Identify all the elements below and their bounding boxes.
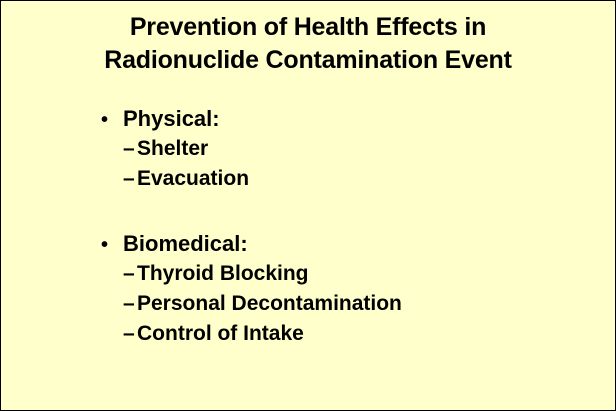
- slide-title-line-2: Radionuclide Contamination Event: [104, 46, 512, 74]
- slide-title: [1, 1, 615, 77]
- bullet-dash-icon: –: [123, 321, 135, 345]
- bullet-item-control-of-intake: [101, 319, 615, 349]
- bullet-item-label: Control of Intake: [137, 321, 304, 345]
- bullet-item-label: Evacuation: [137, 167, 250, 191]
- bullet-group-biomedical: [101, 228, 615, 349]
- slide-title-line-1: Prevention of Health Effects in: [129, 13, 487, 41]
- bullet-dot-icon: •: [101, 109, 109, 131]
- bullet-dash-icon: –: [123, 291, 135, 315]
- bullet-heading-label: Physical:: [123, 106, 220, 131]
- bullet-heading-label: Biomedical:: [123, 230, 248, 256]
- bullet-item-label: Shelter: [137, 137, 209, 161]
- bullet-item-evacuation: [101, 164, 615, 194]
- bullet-group-physical: [101, 103, 615, 194]
- bullet-item-shelter: [101, 134, 615, 164]
- bullet-dot-icon: •: [101, 233, 109, 256]
- bullet-item-personal-decontamination: [101, 289, 615, 319]
- bullet-dash-icon: –: [123, 167, 135, 191]
- bullet-heading-physical: [101, 103, 615, 134]
- bullet-heading-biomedical: [101, 228, 615, 259]
- bullet-dash-icon: –: [123, 137, 135, 161]
- bullet-item-label: Personal Decontamination: [137, 291, 402, 315]
- bullet-item-label: Thyroid Blocking: [137, 262, 309, 286]
- slide-body: [1, 103, 615, 349]
- bullet-item-thyroid-blocking: [101, 259, 615, 289]
- bullet-dash-icon: –: [123, 262, 135, 286]
